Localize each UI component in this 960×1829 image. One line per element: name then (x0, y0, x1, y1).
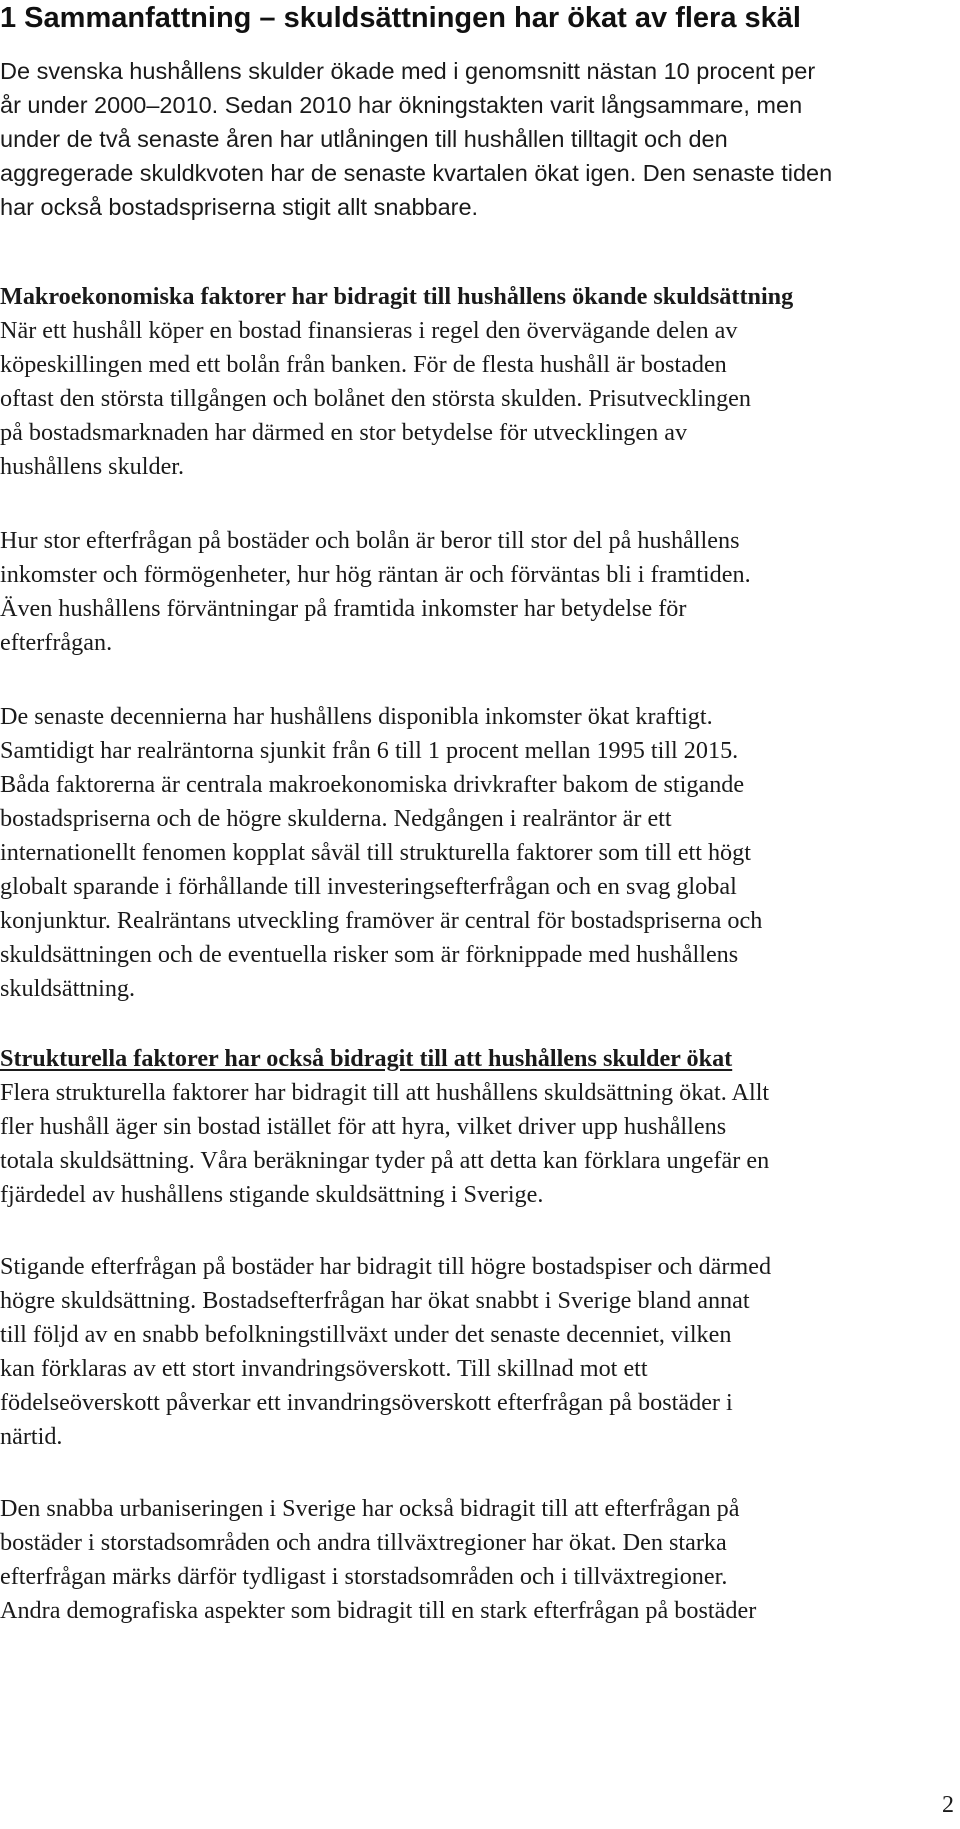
text-line: bostäder i storstadsområden och andra tillväxtregioner har ökat. Den starka (0, 1529, 727, 1556)
text-line: Flera strukturella faktorer har bidragit till att hushållens skuldsättning ökat. Allt (0, 1079, 770, 1106)
text-line: har också bostadspriserna stigit allt snabbare. (0, 194, 479, 220)
text-line: Samtidigt har realräntorna sjunkit från 6 till 1 procent mellan 1995 till 2015. (0, 737, 739, 764)
text-line: konjunktur. Realräntans utveckling framöver är central för bostadspriserna och (0, 907, 763, 934)
paragraph-rates (0, 700, 960, 1006)
text-line: aggregerade skuldkvoten har de senaste kvartalen ökat igen. Den senaste tiden (0, 160, 833, 186)
text-line: Andra demografiska aspekter som bidragit till en stark efterfrågan på bostäder (0, 1597, 757, 1624)
text-line: år under 2000–2010. Sedan 2010 har ökningstakten varit långsammare, men (0, 92, 803, 118)
text-line: skuldsättningen och de eventuella risker som är förknippade med hushållens (0, 941, 739, 968)
text-line: födelseöverskott påverkar ett invandringsöverskott efterfrågan på bostäder i (0, 1389, 733, 1416)
text-line: till följd av en snabb befolkningstillväxt under det senaste decenniet, vilken (0, 1321, 732, 1348)
text-line: bostadspriserna och de högre skulderna. Nedgången i realräntor är ett (0, 805, 672, 832)
paragraph-urbanisation (0, 1492, 960, 1628)
text-line: inkomster och förmögenheter, hur hög räntan är och förväntas bli i framtiden. (0, 561, 751, 588)
text-line: De svenska hushållens skulder ökade med i genomsnitt nästan 10 procent per (0, 58, 816, 84)
section-structural (0, 1042, 960, 1212)
text-line: fjärdedel av hushållens stigande skuldsättning i Sverige. (0, 1181, 544, 1208)
section-title: Makroekonomiska faktorer har bidragit till hushållens ökande skuldsättning (0, 283, 794, 310)
text-line: De senaste decennierna har hushållens disponibla inkomster ökat kraftigt. (0, 703, 713, 730)
paragraph-demand (0, 524, 960, 660)
text-line: Även hushållens förväntningar på framtida inkomster har betydelse för (0, 595, 687, 622)
intro-paragraph (0, 54, 960, 224)
text-line: efterfrågan märks därför tydligast i storstadsområden och i tillväxtregioner. (0, 1563, 728, 1590)
text-line: efterfrågan. (0, 629, 113, 656)
paragraph-population (0, 1250, 960, 1454)
text-line: högre skuldsättning. Bostadsefterfrågan har ökat snabbt i Sverige bland annat (0, 1287, 750, 1314)
text-line: När ett hushåll köper en bostad finansieras i regel den övervägande delen av (0, 317, 738, 344)
text-line: kan förklaras av ett stort invandringsöverskott. Till skillnad mot ett (0, 1355, 648, 1382)
text-line: köpeskillingen med ett bolån från banken. För de flesta hushåll är bostaden (0, 351, 727, 378)
text-line: Hur stor efterfrågan på bostäder och bolån är beror till stor del på hushållens (0, 527, 740, 554)
section-title-text: Strukturella faktorer har också bidragit till att hushållens skulder ökat (0, 1045, 733, 1072)
text-line: närtid. (0, 1423, 63, 1450)
page-number: 2 (942, 1792, 954, 1818)
chapter-heading: 1 Sammanfattning – skuldsättningen har ökat av flera skäl (0, 2, 801, 34)
section-title (0, 1042, 960, 1076)
text-line: skuldsättning. (0, 975, 136, 1002)
text-line: internationellt fenomen kopplat såväl till strukturella faktorer som till ett högt (0, 839, 751, 866)
text-line: Stigande efterfrågan på bostäder har bidragit till högre bostadspiser och därmed (0, 1253, 772, 1280)
text-line: globalt sparande i förhållande till investeringsefterfrågan och en svag global (0, 873, 737, 900)
text-line: under de två senaste åren har utlåningen till hushållen tilltagit och den (0, 126, 728, 152)
text-line: Den snabba urbaniseringen i Sverige har också bidragit till att efterfrågan på (0, 1495, 740, 1522)
text-line: Båda faktorerna är centrala makroekonomiska drivkrafter bakom de stigande (0, 771, 745, 798)
text-line: fler hushåll äger sin bostad istället för att hyra, vilket driver upp hushållens (0, 1113, 727, 1140)
text-line: totala skuldsättning. Våra beräkningar tyder på att detta kan förklara ungefär en (0, 1147, 770, 1174)
text-line: oftast den största tillgången och bolånet den största skulden. Prisutvecklingen (0, 385, 752, 412)
text-line: hushållens skulder. (0, 453, 185, 480)
text-line: på bostadsmarknaden har därmed en stor betydelse för utvecklingen av (0, 419, 688, 446)
section-macro (0, 280, 960, 484)
